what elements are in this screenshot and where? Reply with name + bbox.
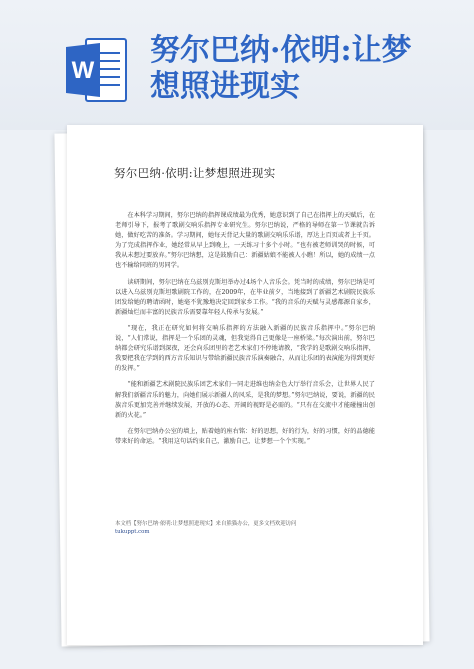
word-document-icon [64,35,130,105]
paragraph: 读研期间，努尔巴纳在乌兹别克斯坦举办过4场个人音乐会。凭当时的成绩，努尔巴纳是可以进入乌兹别克斯坦歌剧院工作的，在2009年，在毕业前夕，当地接到了新疆艺术剧院民族乐团发给她的聘请函时，她毫不犹豫地决定回到家乡工作。“我的音乐的天赋与灵感都源自家乡，新疆灿烂而丰富的民族音乐需要靠年轻人传承与发展。” [115,278,375,316]
paragraph: “现在，我正在研究如何将交响乐指挥的方法融入新疆的民族音乐指挥中。”努尔巴纳说，“人们常说，指挥是一个乐团的灵魂，但我觉得自己更像是一座桥梁。”每次演出前，努尔巴纳都会研究乐谱到深夜，还会向乐团里的老艺术家们不停地请教，“我学的是歌剧交响乐指挥，我要把我在学到的西方音乐知识与带给新疆民族音乐演奏融合，从而让乐团的表演能为得到更好的发挥。” [115,324,375,373]
page-title-line-1: 努尔巴纳·依明:让梦 [150,33,412,68]
header-banner [0,0,474,130]
page-title [150,33,450,105]
paragraph: 在努尔巴纳办公室的墙上，贴着她的座右铭：好的思想，好的行为，好的习惯，好的品德能带来好的命运。“我用这句话约束自己，激励自己，让梦想一个个实现。” [115,427,375,445]
footer-source-text: 本文档【努尔巴纳·依明:让梦想照进现实】来自熊猫办公，更多文档欢迎访问 [115,521,297,527]
paragraph: “能和新疆艺术剧院民族乐团艺术家们一同走进维也纳金色大厅举行音乐会，让世界人民了解我们新疆音乐的魅力，向她们展示新疆人的风采，是我的梦想。”努尔巴纳说，要说，新疆的民族音乐更加完善并继续发展，开放的心态、开阔的视野是必需的。“只有在交流中才能碰撞出创新的火花。” [115,381,375,419]
document-title: 努尔巴纳·依明:让梦想照进现实 [114,166,276,180]
footer-link[interactable]: tukuppt.com [115,529,150,535]
page-title-line-2: 想照进现实 [150,69,300,104]
word-letter: W [71,57,95,84]
paragraph: 在本科学习期间，努尔巴纳的指挥课成绩最为优秀，她意识到了自己在指挥上的天赋后，在老师引导下，报考了歌剧交响乐指挥专业研究生。努尔巴纳说，严格的导师在第一节课就告诉她，做好吃苦的准备。学习期间，她每天背记大量的歌剧交响乐乐谱，厚达上百页或者上千页。为了完成指挥作业，她经常从早上到晚上，一天练习十多个小时。“也有被老师训哭的时候，可我从未想过要放弃。”努尔巴纳想，这是鼓励自己：新疆姑娘不能被人小瞧！所以，她的成绩一点也不输给同班的男同学。 [115,212,375,270]
document-body [115,211,375,450]
document-page [67,125,423,645]
document-footer [115,520,375,536]
